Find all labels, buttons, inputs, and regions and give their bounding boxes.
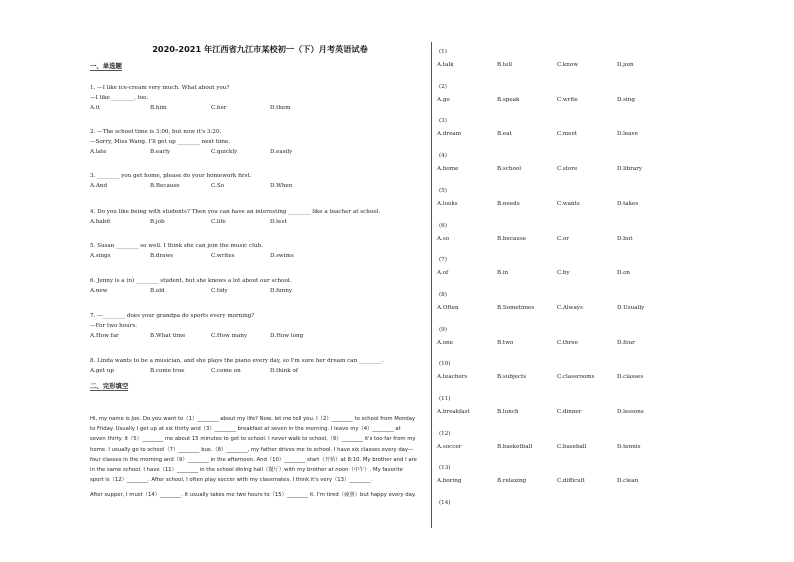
cloze-9-option-a[interactable]: A.one — [437, 339, 454, 346]
cloze-6-option-c[interactable]: C.or — [557, 235, 569, 242]
question-2-option-d[interactable]: D.easily — [270, 149, 293, 155]
question-5-option-c[interactable]: C.writes — [211, 253, 235, 259]
question-2-option-a[interactable]: A.late — [90, 149, 107, 155]
cloze-5-option-a[interactable]: A.looks — [437, 200, 458, 207]
passage-paragraph-1: Hi, my name is Joe. Do you want to（1）________ about my life? Now, let me tell you. I（2）________ to school from Monday to Friday. Usually I get up at six thirty and（3）________ breakfast at seven in the morning. I leave my（4）________ at seven thirty. It（5）________ me about 15 minutes to get to school. I never walk to school,（6）________ it's too far from my home. I usually go to school（7）________ bus.（8）________, my father drives me to school. I have six classes every day—four classes in the morning and（9）________ in the afternoon. And（10）________ start（开始）at 8:10. My brother and I are in the same school. I have（11）________ in the school dining hall（餐厅）with my brother at noon（中午）. My favorite sport is（12）________. After school, I often play soccer with my classmates. I think it's very（13）________. — [90, 416, 417, 484]
cloze-5-option-d[interactable]: D.takes — [617, 200, 639, 207]
question-8-option-c[interactable]: C.come on — [211, 368, 241, 374]
question-4-line-1: 4. Do you like being with students? Then you can have an interesting ________ like a teacher at school. — [90, 209, 381, 215]
cloze-9-option-b[interactable]: B.two — [497, 339, 514, 346]
cloze-10-option-d[interactable]: D.classes — [617, 374, 644, 381]
cloze-6-option-a[interactable]: A.so — [437, 235, 450, 242]
cloze-item-number: (7) — [439, 257, 447, 264]
question-6-option-c[interactable]: C.tidy — [211, 288, 228, 294]
cloze-item-number: (3) — [439, 118, 447, 125]
cloze-10-option-c[interactable]: C.classrooms — [557, 374, 595, 381]
cloze-11-option-c[interactable]: C.dinner — [557, 409, 582, 415]
cloze-12-option-a[interactable]: A.soccer — [437, 443, 462, 450]
cloze-passage — [90, 414, 418, 506]
cloze-8-option-b[interactable]: B.Sometimes — [497, 304, 535, 311]
cloze-10-option-b[interactable]: B.subjects — [497, 374, 527, 381]
cloze-6-option-b[interactable]: B.because — [497, 235, 527, 242]
question-3-option-c[interactable]: C.So — [211, 183, 225, 189]
section-heading-single-choice-text: 一、单选题 — [90, 62, 122, 70]
cloze-7-option-c[interactable]: C.by — [557, 270, 570, 277]
cloze-13-option-a[interactable]: A.boring — [437, 478, 462, 485]
cloze-7-option-a[interactable]: A.of — [437, 270, 449, 277]
cloze-1-option-c[interactable]: C.know — [557, 62, 579, 68]
exam-title: 2020-2021 年江西省九江市某校初一（下）月考英语试卷 — [152, 44, 368, 54]
question-8-option-d[interactable]: D.think of — [270, 368, 298, 374]
section-heading-single-choice — [90, 61, 122, 70]
cloze-4-option-b[interactable]: B.school — [497, 166, 522, 173]
question-5-line-1: 5. Susan ________ so well. I think she can join the music club. — [90, 243, 263, 249]
cloze-11-option-a[interactable]: A.breakfast — [437, 409, 470, 415]
cloze-13-option-d[interactable]: D.clean — [617, 478, 639, 485]
question-5-option-d[interactable]: D.swims — [270, 253, 294, 259]
question-7-line-1: 7. —________ does your grandpa do sports every morning? — [90, 313, 255, 319]
question-1-option-c[interactable]: C.her — [211, 105, 227, 111]
cloze-3-option-a[interactable]: A.dream — [437, 131, 462, 138]
cloze-11-option-b[interactable]: B.lunch — [497, 409, 519, 415]
question-1-option-b[interactable]: B.him — [150, 105, 167, 111]
cloze-8-option-c[interactable]: C.Always — [557, 304, 583, 311]
cloze-7-option-d[interactable]: D.on — [617, 270, 631, 277]
question-7-option-c[interactable]: C.How many — [211, 333, 248, 339]
question-4-option-d[interactable]: D.test — [270, 219, 287, 225]
section-heading-cloze — [90, 381, 128, 390]
question-6-option-d[interactable]: D.funny — [270, 288, 293, 294]
section-heading-cloze-text: 二、完形填空 — [90, 382, 129, 390]
cloze-2-option-a[interactable]: A.go — [437, 96, 450, 103]
cloze-9-option-d[interactable]: D.four — [617, 339, 635, 346]
cloze-9-option-c[interactable]: C.three — [557, 339, 579, 346]
cloze-4-option-d[interactable]: D.library — [617, 166, 643, 173]
passage-paragraph-2: After supper, I must（14）________. It usually takes me two hours to（15）________ it. I'm tired（疲惫）but happy every day. — [90, 492, 416, 499]
question-2-line-2: —Sorry, Miss Wang. I'll get up ________ next time. — [90, 139, 231, 145]
question-1-line-2: —I like ________, too. — [90, 95, 149, 101]
question-3-option-b[interactable]: B.Because — [150, 183, 180, 189]
question-3-option-d[interactable]: D.When — [270, 183, 293, 189]
cloze-item-number: (11) — [439, 396, 451, 402]
question-8-option-a[interactable]: A.get up — [90, 368, 114, 374]
cloze-item-number: (12) — [439, 430, 451, 437]
question-8-line-1: 8. Linda wants to be a musician, and she plays the piano every day, so I'm sure her dream can ________. — [90, 358, 384, 364]
question-4-option-b[interactable]: B.job — [150, 219, 165, 225]
cloze-11-option-d[interactable]: D.lessons — [617, 409, 644, 415]
cloze-item-number: (5) — [439, 187, 447, 194]
question-6-line-1: 6. Jenny is a (n) ________ student, but she knows a lot about our school. — [90, 278, 292, 284]
question-2-option-b[interactable]: B.early — [150, 149, 171, 155]
cloze-1-option-d[interactable]: D.join — [617, 62, 634, 68]
question-1-line-1: 1. —I like ice-cream very much. What about you? — [90, 85, 230, 91]
cloze-4-option-c[interactable]: C.store — [557, 166, 578, 173]
question-7-option-a[interactable]: A.How far — [90, 333, 119, 339]
question-7-option-b[interactable]: B.What time — [150, 333, 186, 339]
question-2-line-1: 2. —The school time is 3:00, but now it's 3:20. — [90, 129, 222, 135]
question-4-option-a[interactable]: A.habit — [90, 219, 111, 225]
question-1-option-a[interactable]: A.it — [90, 105, 100, 111]
cloze-item-number: (6) — [439, 222, 447, 229]
question-7-option-d[interactable]: D.How long — [270, 333, 304, 339]
cloze-item-number: (9) — [439, 326, 447, 333]
cloze-2-option-d[interactable]: D.sing — [617, 96, 635, 103]
question-5-option-b[interactable]: B.draws — [150, 253, 174, 259]
cloze-5-option-c[interactable]: C.wants — [557, 200, 580, 207]
cloze-2-option-b[interactable]: B.speak — [497, 96, 520, 103]
cloze-item-number: (8) — [439, 291, 447, 298]
column-divider — [431, 42, 432, 528]
cloze-12-option-b[interactable]: B.basketball — [497, 443, 533, 450]
cloze-3-option-b[interactable]: B.eat — [497, 131, 512, 138]
cloze-3-option-d[interactable]: D.leave — [617, 131, 638, 138]
question-3-line-1: 3. ________ you get home, please do your homework first. — [90, 173, 252, 179]
cloze-8-option-a[interactable]: A.Often — [437, 304, 459, 311]
cloze-1-option-b[interactable]: B.tell — [497, 62, 513, 68]
cloze-item-number: (14) — [439, 500, 451, 507]
cloze-6-option-d[interactable]: D.but — [617, 235, 633, 242]
cloze-12-option-d[interactable]: D.tennis — [617, 443, 641, 450]
cloze-3-option-c[interactable]: C.meet — [557, 131, 578, 138]
cloze-7-option-b[interactable]: B.in — [497, 270, 509, 277]
cloze-item-number: (10) — [439, 361, 451, 368]
question-1-option-d[interactable]: D.them — [270, 105, 291, 111]
cloze-8-option-d[interactable]: D.Usually — [617, 304, 645, 311]
question-6-option-a[interactable]: A.new — [90, 288, 108, 294]
cloze-item-number: (4) — [439, 153, 447, 160]
question-8-option-b[interactable]: B.come true — [150, 368, 185, 374]
cloze-2-option-c[interactable]: C.write — [557, 96, 578, 103]
question-5-option-a[interactable]: A.sings — [90, 253, 111, 259]
question-3-option-a[interactable]: A.And — [90, 183, 108, 189]
cloze-item-number: (1) — [439, 49, 447, 55]
cloze-5-option-b[interactable]: B.needs — [497, 200, 520, 207]
cloze-1-option-a[interactable]: A.talk — [437, 62, 454, 68]
cloze-item-number: (2) — [439, 83, 447, 90]
cloze-13-option-c[interactable]: C.difficult — [557, 478, 585, 485]
cloze-12-option-c[interactable]: C.baseball — [557, 443, 587, 450]
cloze-4-option-a[interactable]: A.home — [437, 166, 459, 173]
question-7-line-2: —For two hours. — [90, 323, 138, 329]
question-6-option-b[interactable]: B.old — [150, 288, 165, 294]
cloze-13-option-b[interactable]: B.relaxing — [497, 478, 527, 485]
cloze-10-option-a[interactable]: A.teachers — [437, 374, 468, 381]
question-4-option-c[interactable]: C.life — [211, 219, 226, 225]
cloze-item-number: (13) — [439, 465, 451, 472]
question-2-option-c[interactable]: C.quickly — [211, 149, 238, 155]
